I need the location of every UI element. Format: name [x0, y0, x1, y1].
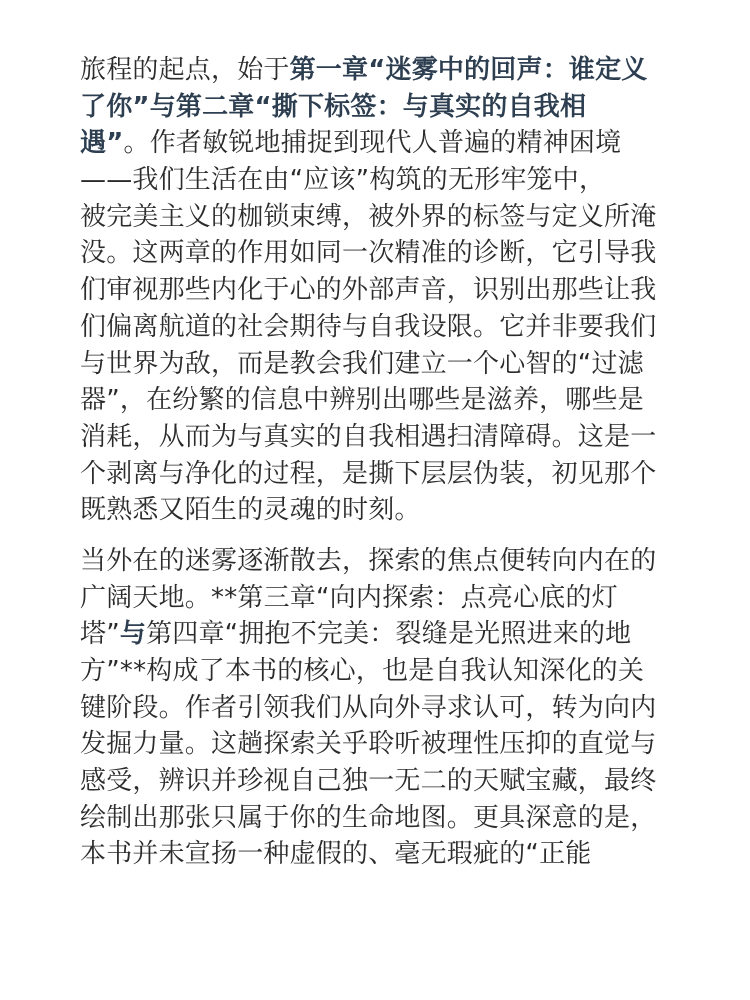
text-line [80, 616, 672, 653]
text-line: 个剥离与净化的过程，是撕下层层伪装，初见那个 [80, 458, 657, 489]
text-line: 消耗，从而为与真实的自我相遇扫清障碍。这是一 [80, 421, 657, 452]
text-line: 既熟悉又陌生的灵魂的时刻。 [80, 495, 421, 526]
bold-chapter-title: 了你”与第二章“撕下标签：与真实的自我相 [80, 91, 587, 122]
text-line [80, 125, 672, 162]
text-line: 广阔天地。**第三章“向内探索：点亮心底的灯 [80, 582, 618, 613]
text-line: 本书并未宣扬一种虚假的、毫无瑕疵的“正能 [80, 839, 592, 870]
paragraph-1 [80, 52, 672, 529]
text-line: 器”，在纷繁的信息中辨别出哪些是滋养，哪些是 [80, 385, 644, 416]
paragraph-spacer [80, 529, 672, 543]
text-line: ——我们生活在由“应该”构筑的无形牢笼中， [80, 165, 606, 196]
text-run: 第四章“拥抱不完美：裂缝是光照进来的地 [146, 619, 632, 650]
text-line: 绘制出那张只属于你的生命地图。更具深意的是， [80, 802, 657, 833]
text-line: 感受，辨识并珍视自己独一无二的天赋宝藏，最终 [80, 766, 657, 797]
bold-chapter-title: 第一章“迷雾中的回声：谁定义 [289, 55, 648, 85]
text-line: 们审视那些内化于心的外部声音，识别出那些让我 [80, 275, 657, 306]
text-line: 没。这两章的作用如同一次精准的诊断，它引导我 [80, 238, 657, 269]
text-run: 旅程的起点，始于 [80, 55, 290, 85]
text-run: 。作者敏锐地捕捉到现代人普遍的精神困境 [123, 128, 622, 159]
paragraph-2 [80, 543, 672, 873]
text-line: 当外在的迷雾逐渐散去，探索的焦点便转向内在的 [80, 545, 657, 576]
bold-chapter-title: 遇” [80, 128, 124, 159]
text-run: 塔” [80, 619, 120, 650]
text-line: 们偏离航道的社会期待与自我设限。它并非要我们 [80, 311, 657, 342]
text-line: 方”**构成了本书的核心，也是自我认知深化的关 [80, 656, 645, 686]
text-line: 与世界为敌，而是教会我们建立一个心智的“过滤 [80, 348, 644, 379]
text-line: 被完美主义的枷锁束缚，被外界的标签与定义所淹 [80, 201, 657, 232]
text-line: 发掘力量。这趟探索关乎聆听被理性压抑的直觉与 [80, 729, 657, 760]
text-line: 键阶段。作者引领我们从向外寻求认可，转为向内 [80, 692, 657, 723]
text-line [80, 52, 672, 89]
text-line [80, 89, 672, 126]
bold-text-run: 与 [119, 619, 147, 650]
